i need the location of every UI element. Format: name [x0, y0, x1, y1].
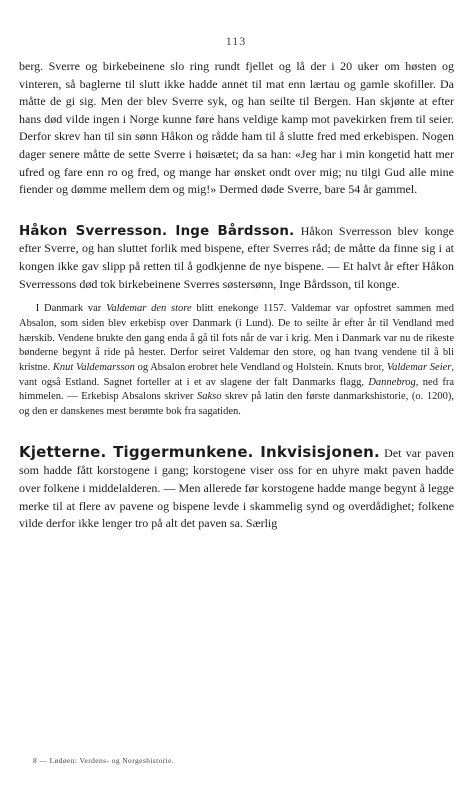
paragraph-denmark-valdemar: I Danmark var Valdemar den store blitt enekonge 1157. Valdemar var opfostret sammen med Absalon, som siden blev erkebisp over Danmark (i Lund). De to seilte år efter år til Vendland med hærskib. Vendene brukte den gang enda å gå til fots når de var i krig. Men i Danmark var nu de rikeste bønderne begynt å ride på hester. Derfor seiret Valdemar den store, og han tvang vendene til å bli kristne. Knut Valdemarsson og Absalon erobret hele Vendland og Holstein. Knuts bror, Valdemar Seier, vant også Estland. Sagnet forteller at i et av slagene der falt Danmarks flagg, Dannebrog, ned fra himmelen. — Erkebisp Absalons skriver Sakso skrev på latin den første danmarkshistorie, (o. 1200), og den er danskenes mest berømte bok fra sagatiden.	[19, 303, 455, 418]
emphasis-sakso: Sakso	[197, 391, 222, 403]
emphasis-knut-valdemarsson: Knut Valdemarsson	[52, 361, 135, 373]
section-text-hakon-inge: Håkon Sverresson blev konge efter Sverre, og han sluttet forlik med bispene, efter Sverres råd; de måtte da finne sig i at kongen ikke gav slipp på retten til å godkjenne de nye bispene. — Et halvt år efter Håkon Sverressons død tok birkebeinene Sverres søstersønn, Inge Bårdsson, til konge.	[19, 223, 455, 291]
section-kjetterne	[19, 444, 454, 533]
emphasis-valdemar-den-store: Valdemar den store	[106, 303, 192, 315]
emphasis-valdemar-seier: Valdemar Seier	[386, 361, 452, 373]
section-heading-kjetterne: Kjetterne. Tiggermunkene. Inkvisisjonen.	[19, 442, 380, 461]
page-body	[19, 58, 454, 533]
printer-signature: 8 — Lødøen: Verdens- og Norgeshistorie.	[33, 756, 175, 765]
page-number: 113	[225, 34, 247, 48]
section-hakon-sverresson	[19, 223, 454, 293]
emphasis-dannebrog: Dannebrog	[368, 376, 416, 388]
section-text-kjetterne: Det var paven som hadde fått korstogene i gang; korstogene viser oss for en uhyre makt paven hadde over folkene i middelalderen. — Men allerede før korstogene hadde mange begynt å legge merke til at flere av pavene og bispene levde i skammelig synd og overdådighet; folkene vilde derfor ikke lenger tro på alt det paven sa. Særlig	[19, 445, 454, 531]
paragraph-sverre-death: berg. Sverre og birkebeinene slo ring rundt fjellet og lå der i 20 uker om høsten og vinteren, så baglerne til slutt ikke hadde annet til mat enn lærtau og gamle skofiller. Da måtte de gi sig. Men der blev Sverre syk, og han seilte til Bergen. Han skjønte at efter hans død vilde ingen i Norge kunne føre hans veldige kamp mot pavekirken frem til seier. Derfor skrev han til sin sønn Håkon og rådde ham til å slutte fred med erkebispen. Nogen dager senere måtte de sette Sverre i høisætet; da sa han: «Jeg har i min kongetid hatt mer ufred og fare enn ro og fred, og mange har ønsket ondt over mig; nu tilgi Gud alle mine fiender og dømme mellem dem og mig!» Dermed døde Sverre, bare 54 år gammel.	[19, 59, 454, 197]
section-heading-hakon-inge: Håkon Sverresson. Inge Bårdsson.	[19, 223, 295, 239]
